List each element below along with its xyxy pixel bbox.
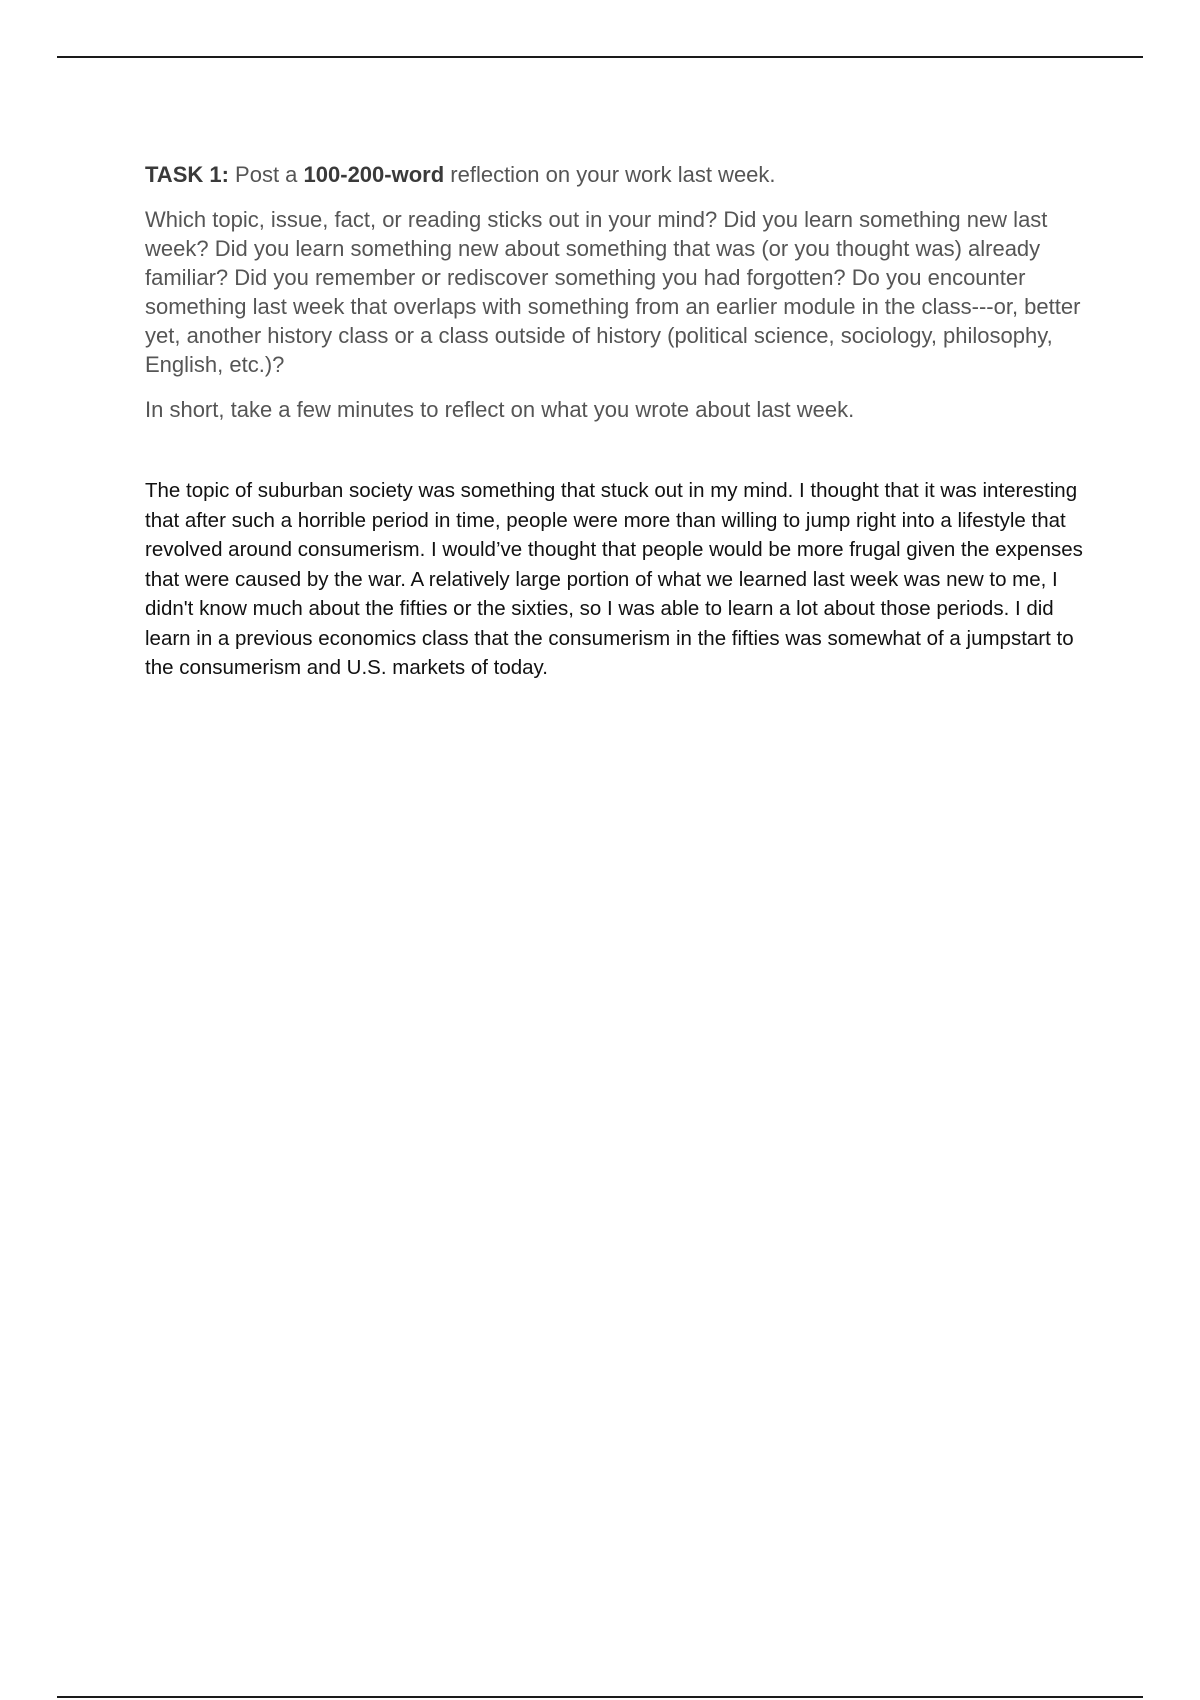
prompt-summary: In short, take a few minutes to reflect on what you wrote about last week. (145, 397, 855, 422)
student-response: The topic of suburban society was something that stuck out in my mind. I thought that it was interesting that after such a horrible period in time, people were more than willing to jump right into a lifestyle that revolved around consumerism. I would’ve thought that people would be more frugal given the expenses that were caused by the war. A relatively large portion of what we learned last week was new to me, I didn't know much about the fifties or the sixties, so I was able to learn a lot about those periods. I did learn in a previous economics class that the consumerism in the fifties was somewhat of a jumpstart to the consumerism and U.S. markets of today. (145, 479, 1083, 679)
task-label: TASK 1: (145, 162, 229, 187)
prompt-questions: Which topic, issue, fact, or reading sticks out in your mind? Did you learn something new last week? Did you learn something new about something that was (or you thought was) already familiar? Did you remember or rediscover something you had forgotten? Do you encounter something last week that overlaps with something from an earlier module in the class---or, better yet, another history class or a class outside of history (political science, sociology, philosophy, English, etc.)? (145, 207, 1081, 377)
task-heading (145, 160, 1095, 189)
task-text-post: reflection on your work last week. (444, 162, 776, 187)
task-word-count: 100-200-word (303, 162, 445, 187)
task-text-pre: Post a (228, 162, 304, 187)
top-rule (57, 56, 1143, 58)
document-body (145, 160, 1095, 703)
bottom-rule (57, 1696, 1143, 1698)
